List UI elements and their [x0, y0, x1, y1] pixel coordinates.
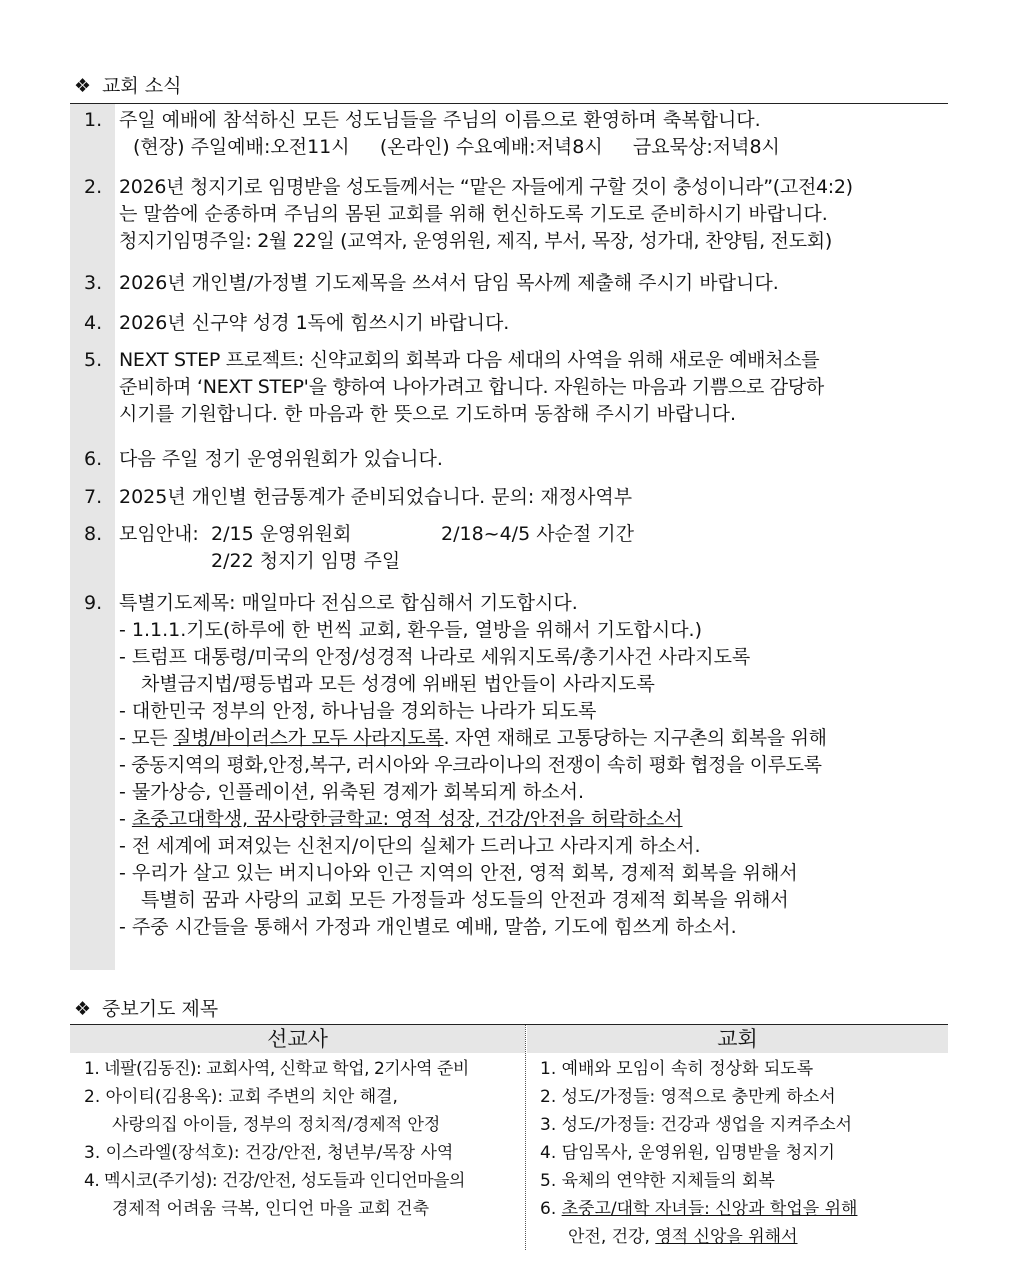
item-text: (현장) 주일예배:오전11시 (온라인) 수요예배:저녁8시 금요묵상:저녁8시: [133, 136, 780, 158]
item-number: 1.: [84, 109, 103, 131]
missionary-prayer: 4. 멕시코(주기성): 건강/안전, 성도들과 인디언마을의: [84, 1171, 465, 1191]
church-news-title: 교회 소식: [102, 75, 182, 97]
news-item: [70, 446, 948, 473]
item-number: 4.: [84, 312, 103, 334]
missionary-prayer: 3. 이스라엘(장석호): 건강/안전, 청년부/목장 사역: [84, 1143, 454, 1163]
item-text: 는 말씀에 순종하며 주님의 몸된 교회를 위해 헌신하도록 기도로 준비하시기 바랍니다.: [119, 203, 828, 225]
missionary-prayer: 경제적 어려움 극복, 인디언 마을 교회 건축: [112, 1199, 430, 1219]
missionary-prayer: 사랑의집 아이들, 정부의 정치적/경제적 안정: [112, 1115, 441, 1135]
church-prayer-list: [540, 1055, 945, 1251]
prayer-text-underlined: 초중고대학생, 꿈사랑한글학교: 영적 성장, 건강/안전을 허락하소서: [131, 808, 683, 830]
intercessory-prayer-title: 중보기도 제목: [102, 998, 219, 1020]
diamond-bullet-icon: ❖: [74, 75, 92, 97]
prayer-line: - 대한민국 정부의 안정, 하나님을 경외하는 나라가 되도록: [119, 700, 597, 722]
item-number: 7.: [84, 486, 103, 508]
news-item: [70, 347, 948, 428]
prayer-text: - 모든: [119, 727, 174, 749]
prayer-text: . 자연 재해로 고통당하는 지구촌의 회복을 위해: [443, 727, 827, 749]
church-prayer: 2. 성도/가정들: 영적으로 충만케 하소서: [540, 1087, 836, 1107]
item-text: 시기를 기원합니다. 한 마음과 한 뜻으로 기도하며 동참해 주시기 바랍니다.: [119, 403, 737, 425]
item-text: 주일 예배에 참석하신 모든 성도님들을 주님의 이름으로 환영하며 축복합니다.: [119, 109, 761, 131]
missionary-column-header: 선교사: [70, 1025, 525, 1053]
column-divider: [525, 1025, 526, 1250]
news-item: [70, 107, 948, 161]
church-prayer: 5. 육체의 연약한 지체들의 회복: [540, 1171, 775, 1191]
item-text: 청지기임명주일: 2월 22일 (교역자, 운영위원, 제직, 부서, 목장, 성가대, 찬양팀, 전도회): [119, 230, 832, 252]
news-item: [70, 590, 948, 941]
prayer-line: [119, 806, 948, 833]
prayer-line: [119, 725, 948, 752]
item-text: 다음 주일 정기 운영위원회가 있습니다.: [119, 448, 443, 470]
prayer-line: - 트럼프 대통령/미국의 안정/성경적 나라로 세워지도록/총기사건 사라지도록: [119, 646, 751, 668]
missionary-prayer-list: [84, 1055, 520, 1223]
prayer-line: - 물가상승, 인플레이션, 위축된 경제가 회복되게 하소서.: [119, 781, 585, 803]
item-text: 준비하며 ‘NEXT STEP'을 향하여 나아가려고 합니다. 자원하는 마음과 기쁨으로 감당하: [119, 376, 824, 398]
item-text: NEXT STEP 프로젝트: 신약교회의 회복과 다음 세대의 사역을 위해 새로운 예배처소를: [119, 349, 820, 371]
meeting-event: 2/22 청지기 임명 주일: [211, 550, 401, 572]
prayer-text-underlined: 질병/바이러스가 모두 사라지도록: [173, 727, 444, 749]
prayer-intro: 특별기도제목: 매일마다 전심으로 합심해서 기도합시다.: [119, 592, 578, 614]
item-text: 2026년 청지기로 임명받을 성도들께서는 “맡은 자들에게 구할 것이 충성이니라”(고전4:2): [119, 176, 853, 198]
item-text: 2026년 개인별/가정별 기도제목을 쓰셔서 담임 목사께 제출해 주시기 바랍니다.: [119, 272, 779, 294]
prayer-line: - 전 세계에 퍼져있는 신천지/이단의 실체가 드러나고 사라지게 하소서.: [119, 835, 701, 857]
news-item: [70, 484, 948, 511]
church-prayer: 3. 성도/가정들: 건강과 생업을 지켜주소서: [540, 1115, 853, 1135]
prayer-line: - 주중 시간들을 통해서 가정과 개인별로 예배, 말씀, 기도에 힘쓰게 하소서.: [119, 916, 737, 938]
church-prayer: 4. 담임목사, 운영위원, 임명받을 청지기: [540, 1143, 835, 1163]
item-number: 8.: [84, 523, 103, 545]
church-prayer-underlined: 초중고/대학 자녀들: 신앙과 학업을 위해: [561, 1199, 858, 1219]
prayer-line: 특별히 꿈과 사랑의 교회 모든 가정들과 성도들의 안전과 경제적 회복을 위해서: [141, 889, 789, 911]
prayer-line: - 1.1.1.기도(하루에 한 번씩 교회, 환우들, 열방을 위해서 기도합시다.): [119, 619, 702, 641]
item-text: 2025년 개인별 헌금통계가 준비되었습니다. 문의: 재정사역부: [119, 486, 633, 508]
news-item: [70, 310, 948, 337]
missionary-prayer: 2. 아이티(김용옥): 교회 주변의 치안 해결,: [84, 1087, 398, 1107]
prayer-line: - 우리가 살고 있는 버지니아와 인근 지역의 안전, 영적 회복, 경제적 회복을 위해서: [119, 862, 798, 884]
meeting-event: 2/15 운영위원회: [211, 523, 352, 545]
item-number: 5.: [84, 349, 103, 371]
meeting-label: 모임안내:: [119, 523, 199, 545]
item-number: 2.: [84, 176, 103, 198]
item-number: 3.: [84, 272, 103, 294]
missionary-prayer: 1. 네팔(김동진): 교회사역, 신학교 학업, 2기사역 준비: [84, 1059, 469, 1079]
church-prayer-underlined: 영적 신앙을 위해서: [655, 1227, 798, 1247]
news-item: [70, 174, 948, 255]
item-number: 9.: [84, 592, 103, 614]
meeting-event: 2/18~4/5 사순절 기간: [441, 523, 635, 545]
item-text: 2026년 신구약 성경 1독에 힘쓰시기 바랍니다.: [119, 312, 510, 334]
intercessory-prayer-heading: [74, 996, 218, 1022]
church-prayer: [540, 1195, 945, 1223]
item-number: 6.: [84, 448, 103, 470]
news-item: [70, 270, 948, 297]
church-column-header: 교회: [527, 1025, 948, 1053]
church-prayer: 1. 예배와 모임이 속히 정상화 되도록: [540, 1059, 814, 1079]
church-news-heading: [74, 73, 181, 99]
diamond-bullet-icon: ❖: [74, 998, 92, 1020]
heading-rule: [70, 103, 948, 104]
prayer-line: - 중동지역의 평화,안정,복구, 러시아와 우크라이나의 전쟁이 속히 평화 협정을 이루도록: [119, 754, 822, 776]
prayer-text: -: [119, 808, 132, 830]
news-item: [70, 521, 948, 575]
church-prayer-number: 6.: [540, 1199, 562, 1219]
church-prayer-text: 안전, 건강,: [568, 1227, 656, 1247]
prayer-line: 차별금지법/평등법과 모든 성경에 위배된 법안들이 사라지도록: [141, 673, 655, 695]
church-prayer: [540, 1223, 945, 1251]
